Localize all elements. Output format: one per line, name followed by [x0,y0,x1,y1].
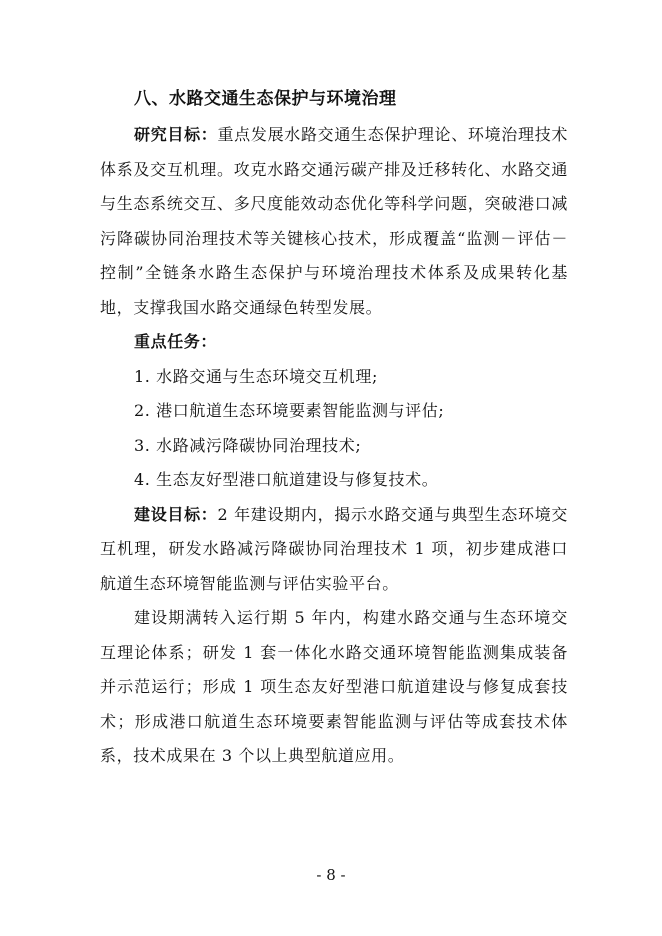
task-item-4: 4. 生态友好型港口航道建设与修复技术。 [134,470,439,489]
research-goal-text: 重点发展水路交通生态保护理论、环境治理技术体系及交互机理。攻克水路交通污碳产排及迁移转化、水路交通与生态系统交互、多尺度能效动态优化等科学问题，突破港口减污降碳协同治理技术等关键核心技术，形成覆盖“监测－评估－控制”全链条水路生态保护与环境治理技术体系及成果转化基地，支撑我国水路交通绿色转型发展。 [100,125,568,317]
construction-goal-text: 2 年建设期内，揭示水路交通与典型生态环境交互机理，研发水路减污降碳协同治理技术 1 项，初步建成港口航道生态环境智能监测与评估实验平台。 [100,504,568,593]
operation-period-paragraph: 建设期满转入运行期 5 年内，构建水路交通与生态环境交互理论体系；研发 1 套一体化水路交通环境智能监测集成装备并示范运行；形成 1 项生态友好型港口航道建设与修复成套技术；形成港口航道生态环境要素智能监测与评估等成套技术体系，技术成果在 3 个以上典型航道应用。 [100,608,568,765]
task-item-2: 2. 港口航道生态环境要素智能监测与评估; [134,401,445,420]
task-item-3: 3. 水路减污降碳协同治理技术; [134,435,362,455]
page-content [100,82,568,774]
page-number: - 8 - [316,866,346,884]
key-tasks-heading: 重点任务： [134,332,218,351]
construction-goal-paragraph [100,498,568,602]
section-heading: 八、水路交通生态保护与环境治理 [134,89,397,109]
task-item-1: 1. 水路交通与生态环境交互机理; [134,366,378,386]
research-goal-paragraph [100,118,568,325]
research-goal-label: 研究目标： [134,125,218,144]
construction-goal-label: 建设目标： [134,504,218,524]
